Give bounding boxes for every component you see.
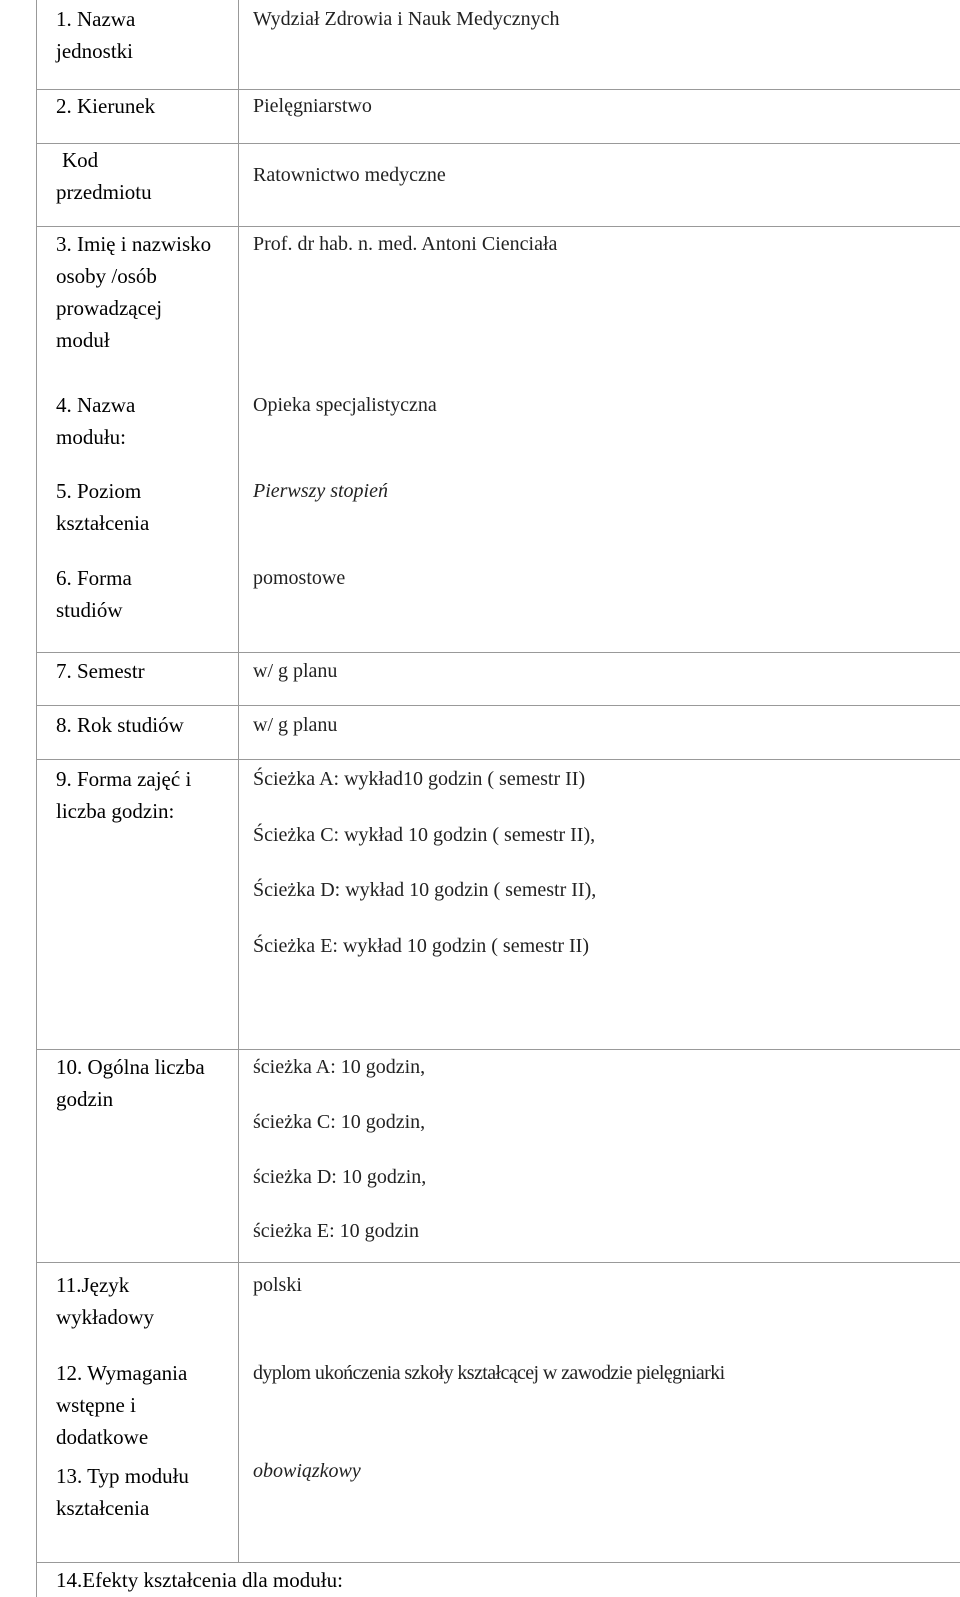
label-course-code: Kod przedmiotu — [56, 148, 152, 204]
value-language: polski — [253, 1274, 302, 1296]
value-path-c-hours: Ścieżka C: wykład 10 godzin ( semestr II), — [253, 824, 596, 846]
value-module-type: obowiązkowy — [253, 1460, 361, 1482]
row-divider — [36, 652, 960, 653]
label-class-form-hours: 9. Forma zajęć i liczba godzin: — [56, 767, 192, 823]
value-path-a-hours: Ścieżka A: wykład10 godzin ( semestr II) — [253, 768, 586, 790]
label-instructor: 3. Imię i nazwisko osoby /osób prowadzącej moduł — [56, 232, 212, 352]
row-divider — [36, 226, 960, 227]
label-unit-name: 1. Nazwa jednostki — [56, 7, 136, 63]
value-path-d-hours: Ścieżka D: wykład 10 godzin ( semestr II), — [253, 879, 597, 901]
value-path-a-total: ścieżka A: 10 godzin, — [253, 1056, 426, 1078]
value-study-year: w/ g planu — [253, 714, 338, 736]
label-field: 2. Kierunek — [56, 94, 156, 118]
value-prerequisites: dyplom ukończenia szkoły kształcącej w zawodzie pielęgniarki — [253, 1362, 725, 1384]
value-instructor: Prof. dr hab. n. med. Antoni Cienciała — [253, 233, 558, 255]
value-path-d-total: ścieżka D: 10 godzin, — [253, 1166, 427, 1188]
value-module-name: Opieka specjalistyczna — [253, 394, 437, 416]
value-study-form: pomostowe — [253, 567, 346, 589]
value-path-c-total: ścieżka C: 10 godzin, — [253, 1111, 426, 1133]
value-semester: w/ g planu — [253, 660, 338, 682]
row-divider — [36, 1049, 960, 1050]
row-divider — [36, 1262, 960, 1263]
left-border — [36, 0, 37, 1597]
label-semester: 7. Semestr — [56, 659, 145, 683]
label-module-type: 13. Typ modułu kształcenia — [56, 1464, 189, 1520]
label-total-hours: 10. Ogólna liczba godzin — [56, 1055, 205, 1111]
value-education-level: Pierwszy stopień — [253, 480, 388, 502]
value-path-e-total: ścieżka E: 10 godzin — [253, 1220, 420, 1242]
label-education-level: 5. Poziom kształcenia — [56, 479, 150, 535]
row-divider — [36, 759, 960, 760]
row-divider — [36, 1562, 960, 1563]
label-language: 11.Język wykładowy — [56, 1273, 154, 1329]
value-field: Pielęgniarstwo — [253, 95, 372, 117]
section-learning-outcomes-heading: 14.Efekty kształcenia dla modułu: — [56, 1568, 343, 1592]
label-prerequisites: 12. Wymagania wstępne i dodatkowe — [56, 1361, 188, 1449]
row-divider — [36, 89, 960, 90]
label-study-form: 6. Forma studiów — [56, 566, 132, 622]
row-divider — [36, 705, 960, 706]
value-path-e-hours: Ścieżka E: wykład 10 godzin ( semestr II) — [253, 935, 590, 957]
value-course-code: Ratownictwo medyczne — [253, 164, 446, 186]
label-module-name: 4. Nazwa modułu: — [56, 393, 136, 449]
value-unit-name: Wydział Zdrowia i Nauk Medycznych — [253, 8, 560, 30]
label-study-year: 8. Rok studiów — [56, 713, 184, 737]
column-divider — [238, 0, 239, 1562]
